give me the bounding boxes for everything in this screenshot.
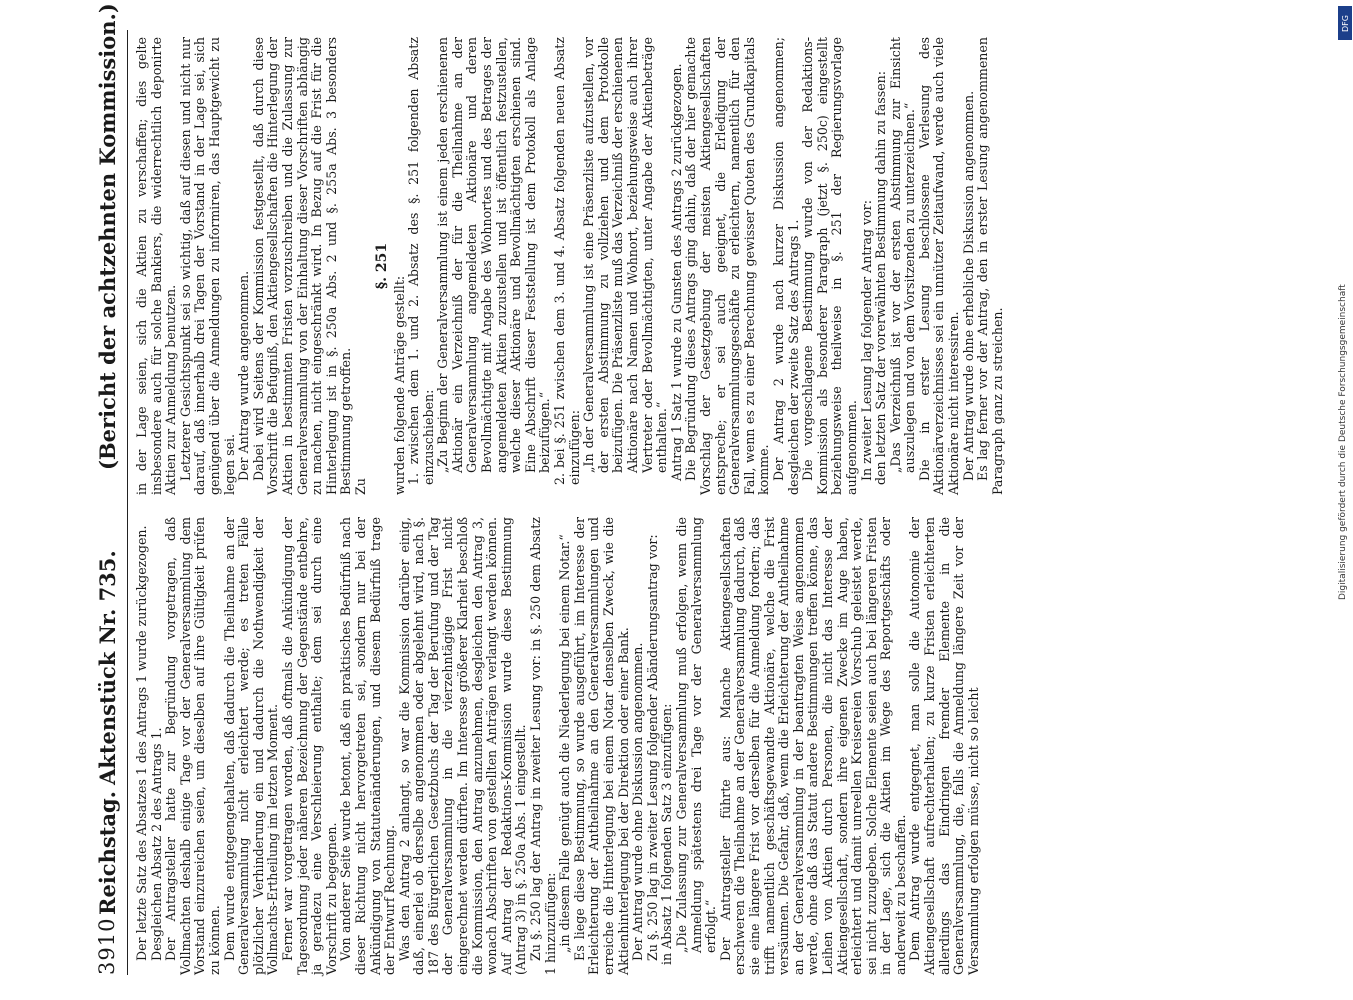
paragraph: In zweiter Lesung lag folgender Antrag vor: xyxy=(858,200,874,481)
paragraph: Der Antragsteller hatte zur Begründung vorgetragen, daß Vollmachten deshalb einige Tage vor der Generalversammlung dem Vorstand einzureichen seien, um dieselben auf ihre Gültigkeit prüfen zu können. xyxy=(163,517,222,975)
paragraph: Der letzte Satz des Absatzes 1 des Antrags 1 wurde zurückgezogen. xyxy=(134,525,149,961)
header-middle-title: Aktenstück Nr. 735. xyxy=(95,550,120,785)
paragraph: „in diesem Falle genügt auch die Niederlegung bei einem Notar.“ xyxy=(557,534,573,953)
paragraph: 2. bei §. 251 zwischen dem 3. und 4. Absatz folgenden neuen Absatz einzufügen: xyxy=(552,37,582,485)
paragraph: Der Antragsteller führte aus: Manche Aktiengesellschaften erschweren die Theilnahme an der Generalversammlung dadurch, daß sie eine längere Frist vor derselben für die Anmeldung fordern; das trifft namentlich geschäftsgewandte Aktionäre, welche die Frist versäumen. Die Gefahr, daß, wenn die Erleichterung der Antheilnahme an der Generalversammlung in der beantragten Weise angenommen werde, ohne daß das Statut andere Bestimmungen treffen könne, das Leihen von Aktien durch Personen, die nicht das Interesse der Aktiengesellschaft, sondern ihre eigenen Zwecke im Auge haben, erleichtert und damit unreellen Kreisereien Vorschub geleistet werde, sei nicht zuzugeben. Solche Elemente seien auch bei längeren Fristen in der Lage, sich die Aktien im Wege des Reportgeschäfts oder anderweit zu beschaffen. xyxy=(717,517,908,975)
paragraph: Dabei wird Seitens der Kommission festgestellt, daß durch diese Vorschrift die Befugniß, den Aktiengesellschaften die Hinterlegung der Aktien in bestimmten Fristen vorzuschreiben und die Zulassung zur Generalversammlung von der Einhaltung dieser Vorschriften abhängig zu machen, nicht eingeschränkt wird. In Bezug auf die Frist für die Hinterlegung ist in §. 250a Abs. 2 und §. 255a Abs. 3 besonders Bestimmung getroffen. xyxy=(250,37,354,495)
header-right-title: (Bericht der achtzehnten Kommission.) xyxy=(95,3,120,470)
paragraph: „Zu Beginn der Generalversammlung ist einem jeden erschienenen Aktionär ein Verzeichniß der für die Theilnahme an der Generalversammlung angemeldeten Aktionäre und deren Bevollmächtigte mit Angabe des Wohnortes und des Betrages der angemeldeten Aktien zuzustellen und ist öffentlich festzustellen, welche dieser Aktionäre und Bevollmächtigten erschienen sind. Eine Abschrift dieser Feststellung ist dem Protokoll als Anlage beizufügen.“ xyxy=(435,37,553,473)
rotated-page xyxy=(95,3,1295,975)
paragraph: Die in erster Lesung beschlossene Verlesung des Aktionärverzeichnisses sei ein unnützer Zeitaufwand, werde auch viele Aktionäre nicht interessiren. xyxy=(916,37,962,495)
paragraph: Es liege diese Bestimmung, so wurde ausgeführt, im Interesse der Erleichterung der Antheilnahme an den Generalversammlungen und erreiche die Hinterlegung bei einem Notar denselben Zweck, wie die Aktienhinterlegung bei der Direktion oder einer Bank. xyxy=(571,517,631,975)
paragraph: „Das Verzeichniß ist vor der ersten Abstimmung zur Einsicht auszulegen und von dem Vorsitzenden zu unterzeichnen.“ xyxy=(887,37,918,473)
paragraph: Was den Antrag 2 anlangt, so war die Kommission darüber einig, daß, einerlei ob derselbe angenommen oder abgelehnt wird, nach §. 187 des Bürgerlichen Gesetzbuchs der Tag der Berufung und der Tag der Generalversammlung in die vierzehntägige Frist nicht eingerechnet werden dürften. Im Interesse größerer Klarheit beschloß die Kommission, den Antrag anzunehmen, desgleichen den Antrag 3, wonach Abschriften von gestellten Anträgen verlangt werden können. Auf Antrag der Redaktions-Kommission wurde diese Bestimmung (Antrag 3) in §. 250a Abs. 1 eingestellt. xyxy=(396,517,529,975)
paragraph: Der Antrag 2 wurde nach kurzer Diskussion angenommen; desgleichen der zweite Satz des Antrags 1. xyxy=(770,37,801,495)
dfg-logo: DFG xyxy=(1338,6,1352,40)
page-number: 3910 xyxy=(95,917,119,975)
left-column xyxy=(135,517,981,975)
paragraph: in Absatz 1 folgenden Satz 3 einzufügen: xyxy=(659,703,675,965)
paragraph: Von anderer Seite wurde betont, daß ein praktisches Bedürfniß nach dieser Richtung nicht hervorgetreten sei, sondern nur bei der Ankündigung von Statutenänderungen, und diesem Bedürfniß trage der Entwurf Rechnung. xyxy=(338,517,398,975)
paragraph: Der Antrag wurde ohne erhebliche Diskussion angenommen. xyxy=(960,90,976,481)
paragraph: Der Antrag wurde angenommen. xyxy=(236,270,252,481)
paragraph: Desgleichen Absatz 2 des Antrags 1. xyxy=(148,727,164,961)
header-rule xyxy=(127,30,128,975)
paragraph: den letzten Satz der vorerwähnten Bestimmung dahin zu fassen: xyxy=(873,70,889,485)
paragraph: Zu xyxy=(352,478,368,495)
paragraph: Dem Antrag wurde entgegnet, man solle die Autonomie der Aktiengesellschaft aufrechterhalten; zu kurze Fristen erleichterten allerdings das Eindringen fremder Elemente in die Generalversammlung, die, falls die Anmeldung längere Zeit vor der Versammlung erfolgen müsse, nicht so leicht xyxy=(907,517,981,975)
paragraph: Ferner war vorgetragen worden, daß oftmals die Ankündigung der Tagesordnung jeder näheren Bezeichnung der Gegenstände entbehre, ja geradezu eine Verschleierung enthalte; dem sei durch eine Vorschrift zu begegnen. xyxy=(279,517,339,975)
digitization-note: Digitalisierung gefördert durch die Deutsche Forschungsgemeinschaft xyxy=(1338,284,1348,600)
paragraph: 1. zwischen dem 1. und 2. Absatz des §. 251 folgenden Absatz einzuschieben: xyxy=(406,37,436,485)
paragraph: Dem wurde entgegengehalten, daß dadurch die Theilnahme an der Generalversammlung nicht erleichtert werde; es treten Fälle plötzlicher Verhinderung ein und dadurch die Nothwendigkeit der Vollmachts-Ertheilung im letzten Moment. xyxy=(221,517,281,975)
paragraph: Der Antrag wurde ohne Diskussion angenommen. xyxy=(630,642,646,961)
paragraph: Die vorgeschlagene Bestimmung wurde von der Redaktions-Kommission als besonderer Paragraph (jetzt §. 250c) eingestellt beziehungsweise theilweise in §. 251 der Regierungsvorlage aufgenommen. xyxy=(800,37,859,495)
paragraph: Zu §. 250 lag der Antrag in zweiter Lesung vor: in §. 250 dem Absatz 1 hinzuzufügen: xyxy=(528,517,558,975)
section-heading: §. 251 xyxy=(373,242,390,290)
paragraph: Zu §. 250 lag in zweiter Lesung folgender Abänderungsantrag vor: xyxy=(644,534,660,961)
paragraph: Es lag ferner vor der Antrag, den in erster Lesung angenommenen Paragraph ganz zu streichen. xyxy=(975,37,1005,495)
paragraph: Die Begründung dieses Antrags ging dahin, daß der hier gemachte Vorschlag der Gesetzgebung der meisten Aktiengesellschaften entspreche; er sei auch geeignet, die Erledigung der Generalversammlungsgeschäfte zu erleichtern, namentlich für den Fall, wenn es zu einer Berechnung gewisser Quoten des Grundkapitals komme. xyxy=(683,37,772,495)
paragraph: Antrag 1 Satz 1 wurde zu Gunsten des Antrags 2 zurückgezogen. xyxy=(668,63,684,481)
header-left-title: Reichstag. xyxy=(95,791,120,915)
paragraph: „Die Zulassung zur Generalversammlung muß erfolgen, wenn die Anmeldung spätestens drei Tage vor der Generalversammlung erfolgt.“ xyxy=(673,517,719,953)
paragraph: Letzterer Gesichtspunkt sei so wichtig, daß auf diesen und nicht nur darauf, daß innerhalb drei Tagen der Vorstand in der Lage sei, sich genügend über die Anmeldungen zu informiren, das Hauptgewicht zu legen sei. xyxy=(177,37,237,495)
paragraph: „In der Generalversammlung ist eine Präsenzliste aufzustellen, vor der ersten Abstimmung zu vollziehen und dem Protokolle beizufügen. Die Präsenzliste muß das Verzeichniß der erschienenen Aktionäre nach Namen und Wohnort, beziehungsweise auch ihrer Vertreter oder Bevollmächtigten, unter Angabe der Aktienbeträge enthalten.“ xyxy=(581,37,670,473)
paragraph: wurden folgende Anträge gestellt: xyxy=(391,275,407,495)
right-column xyxy=(135,37,1005,495)
paragraph: in der Lage seien, sich die Aktien zu verschaffen; dies gelte insbesondere auch für solche Bankiers, die widerrechtlich deponirte Aktien zur Anmeldung benutzen. xyxy=(134,37,179,495)
page-header xyxy=(95,3,121,975)
